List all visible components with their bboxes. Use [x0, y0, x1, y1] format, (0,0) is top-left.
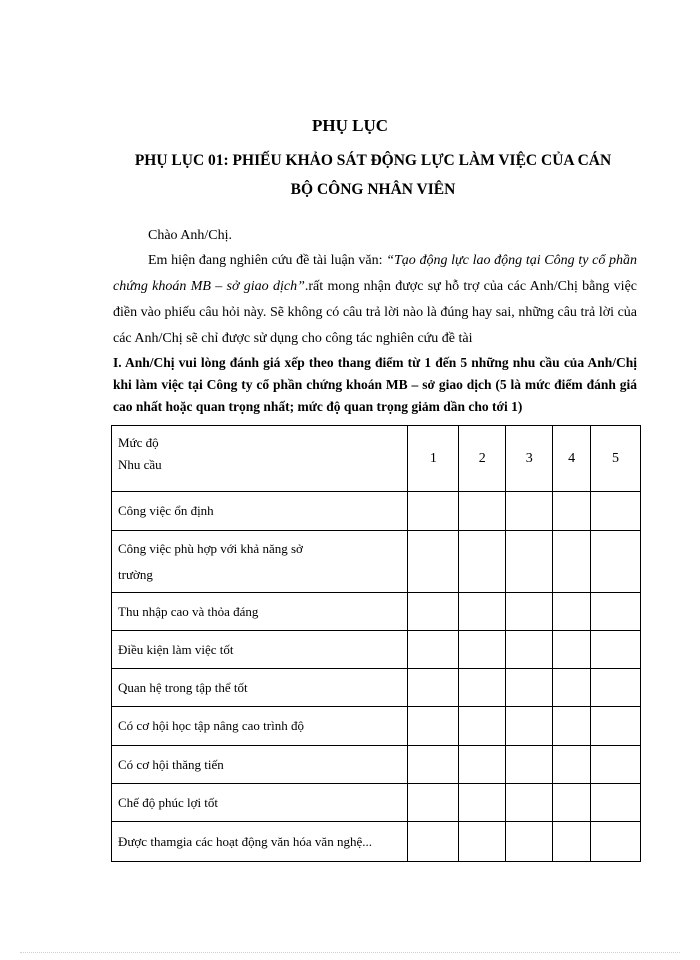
header-need: Nhu cầu: [118, 457, 162, 472]
criterion-cell: [112, 822, 408, 862]
criterion-label: Có cơ hội học tập nâng cao trình độ: [118, 718, 304, 733]
header-level: Mức độ: [118, 435, 159, 450]
rating-cell-4[interactable]: [553, 669, 591, 707]
page-edge-divider: [20, 952, 680, 953]
criterion-label: Công việc phù hợp với khả năng sở: [118, 540, 303, 556]
rating-cell-2[interactable]: [459, 669, 506, 707]
rating-cell-2[interactable]: [459, 492, 506, 531]
rating-cell-2[interactable]: [459, 631, 506, 669]
rating-cell-5[interactable]: [591, 531, 641, 593]
rating-cell-4[interactable]: [553, 631, 591, 669]
table-row: [112, 531, 641, 593]
rating-cell-3[interactable]: [506, 492, 553, 531]
criterion-cell: [112, 593, 408, 631]
rating-cell-1[interactable]: [408, 822, 459, 862]
subtitle-line-1: PHỤ LỤC 01: PHIẾU KHẢO SÁT ĐỘNG LỰC LÀM VIỆC CỦA CÁN: [134, 152, 612, 169]
criterion-label: Công việc ổn định: [118, 503, 214, 518]
rating-cell-3[interactable]: [506, 531, 553, 593]
rating-cell-1[interactable]: [408, 669, 459, 707]
criterion-label-cont: trường: [118, 566, 153, 582]
rating-cell-3[interactable]: [506, 669, 553, 707]
rating-cell-1[interactable]: [408, 784, 459, 822]
rating-cell-4[interactable]: [553, 784, 591, 822]
rating-cell-4[interactable]: [553, 492, 591, 531]
rating-cell-4[interactable]: [553, 746, 591, 784]
rating-cell-3[interactable]: [506, 631, 553, 669]
scale-1: 1: [408, 426, 459, 492]
rating-cell-1[interactable]: [408, 707, 459, 746]
criterion-cell: [112, 631, 408, 669]
rating-cell-3[interactable]: [506, 784, 553, 822]
rating-cell-2[interactable]: [459, 531, 506, 593]
table-row: [112, 631, 641, 669]
subtitle-line-2: BỘ CÔNG NHÂN VIÊN: [290, 181, 456, 198]
rating-cell-2[interactable]: [459, 593, 506, 631]
rating-cell-4[interactable]: [553, 531, 591, 593]
question-instruction: I. Anh/Chị vui lòng đánh giá xếp theo thang điểm từ 1 đến 5 những nhu cầu của Anh/Chị khi làm việc tại Công ty cổ phần chứng khoán MB – sở giao dịch (5 là mức điểm đánh giá cao nhất hoặc quan trọng nhất; mức độ quan trọng giảm dần cho tới 1): [113, 355, 637, 414]
scale-5: 5: [591, 426, 641, 492]
rating-cell-1[interactable]: [408, 746, 459, 784]
rating-cell-2[interactable]: [459, 746, 506, 784]
scale-3: 3: [506, 426, 553, 492]
rating-cell-4[interactable]: [553, 593, 591, 631]
intro-end: .rất mong nhận được sự hỗ trợ của các Anh/Chị bằng việc điền vào phiếu câu hỏi này. Sẽ không có câu trả lời nào là đúng hay sai, những câu trả lời của các Anh/Chị sẽ chỉ được sử dụng cho công tác nghiên cứu đề tài: [113, 279, 637, 346]
rating-cell-1[interactable]: [408, 531, 459, 593]
scale-2: 2: [459, 426, 506, 492]
criterion-cell: [112, 707, 408, 746]
intro-start: Em hiện đang nghiên cứu đề tài luận văn:: [148, 253, 387, 268]
rating-cell-3[interactable]: [506, 822, 553, 862]
rating-cell-2[interactable]: [459, 707, 506, 746]
greeting: Chào Anh/Chị.: [148, 228, 233, 243]
criterion-label: Quan hệ trong tập thể tốt: [118, 679, 248, 695]
criterion-label: Được thamgia các hoạt động văn hóa văn nghệ...: [118, 833, 372, 849]
rating-cell-4[interactable]: [553, 822, 591, 862]
rating-cell-5[interactable]: [591, 822, 641, 862]
rating-cell-2[interactable]: [459, 822, 506, 862]
rating-cell-1[interactable]: [408, 631, 459, 669]
rating-cell-5[interactable]: [591, 631, 641, 669]
rating-cell-3[interactable]: [506, 707, 553, 746]
table-row: [112, 784, 641, 822]
criterion-label: Điều kiện làm việc tốt: [118, 641, 234, 657]
intro-topic: “Tạo động lực lao động tại Công ty cổ phần chứng khoán MB – sở giao dịch”: [113, 253, 637, 294]
rating-cell-5[interactable]: [591, 784, 641, 822]
rating-cell-5[interactable]: [591, 746, 641, 784]
intro-paragraph: [113, 248, 637, 352]
rating-cell-5[interactable]: [591, 707, 641, 746]
table-row: [112, 707, 641, 746]
appendix-title: PHỤ LỤC: [311, 116, 389, 135]
table-row: [112, 492, 641, 531]
scale-4: 4: [553, 426, 591, 492]
criterion-cell: [112, 669, 408, 707]
table-row: [112, 593, 641, 631]
criterion-cell: [112, 746, 408, 784]
table-row: [112, 746, 641, 784]
rating-cell-2[interactable]: [459, 784, 506, 822]
rating-cell-4[interactable]: [553, 707, 591, 746]
rating-cell-3[interactable]: [506, 593, 553, 631]
rating-cell-1[interactable]: [408, 593, 459, 631]
rating-cell-5[interactable]: [591, 593, 641, 631]
criterion-label: Có cơ hội thăng tiến: [118, 756, 224, 772]
criterion-label: Thu nhập cao và thỏa đáng: [118, 603, 259, 619]
rating-cell-5[interactable]: [591, 669, 641, 707]
criterion-cell: [112, 492, 408, 531]
rating-cell-3[interactable]: [506, 746, 553, 784]
rating-cell-1[interactable]: [408, 492, 459, 531]
criterion-cell: [112, 531, 408, 593]
rating-table: [111, 425, 641, 862]
criterion-label: Chế độ phúc lợi tốt: [118, 794, 219, 810]
table-row: [112, 822, 641, 862]
table-row: [112, 669, 641, 707]
table-header-row: [112, 426, 641, 492]
header-label-cell: [112, 426, 408, 492]
rating-cell-5[interactable]: [591, 492, 641, 531]
appendix-subtitle: [108, 146, 638, 204]
criterion-cell: [112, 784, 408, 822]
